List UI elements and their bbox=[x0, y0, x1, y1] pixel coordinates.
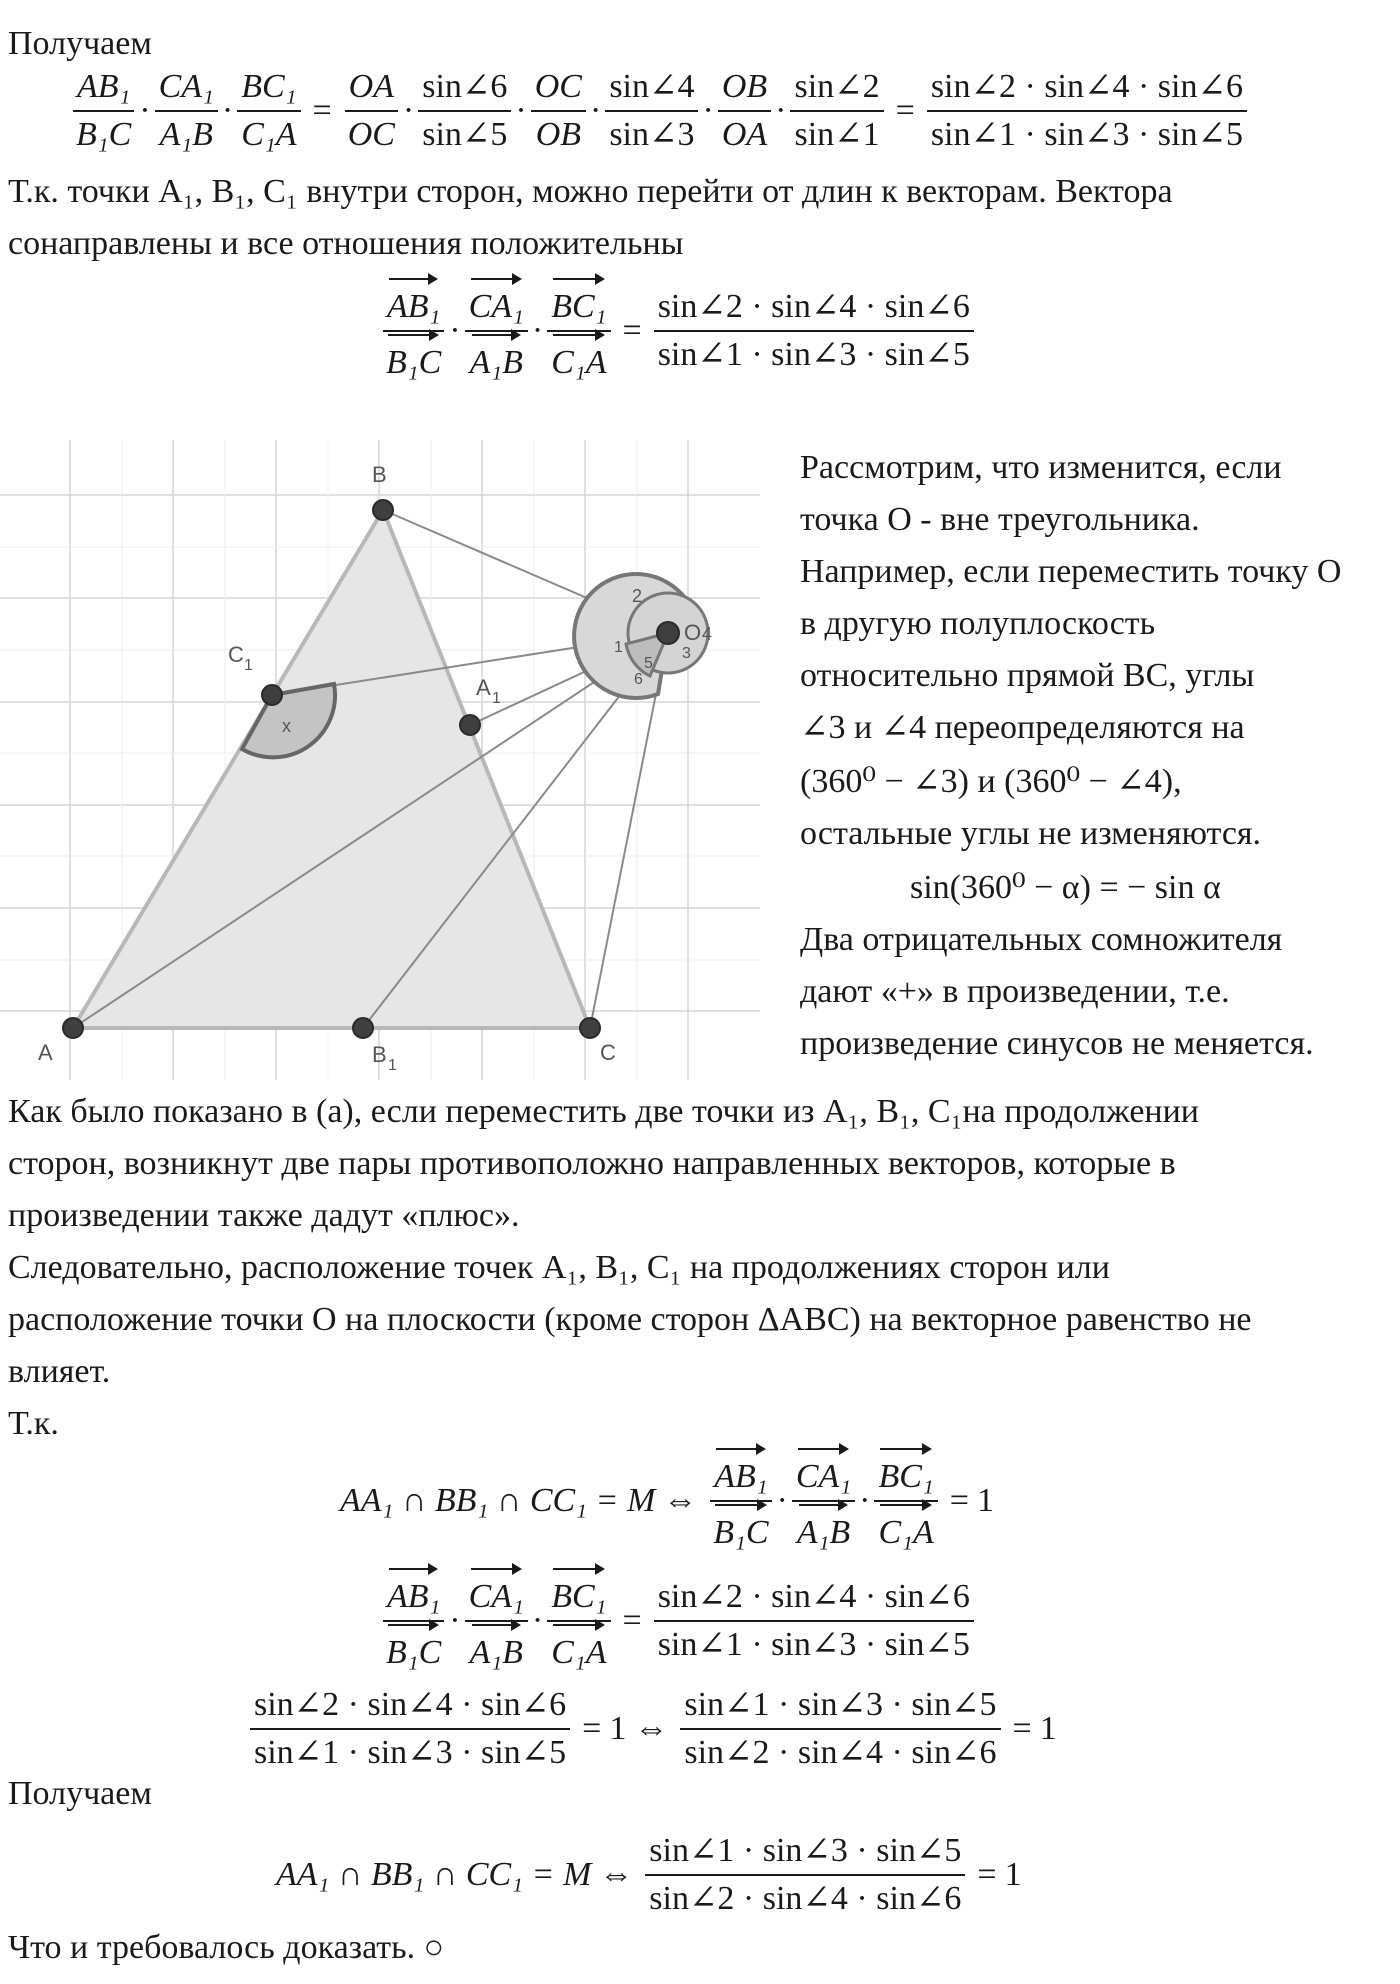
angle-label-3: 3 bbox=[682, 645, 691, 662]
side-text: (360⁰ − ∠3) и (360⁰ − ∠4), bbox=[800, 763, 1182, 800]
angle-label-2: 2 bbox=[632, 586, 643, 606]
text-tk: Т.к. bbox=[8, 1405, 59, 1442]
text-poluchaem: Получаем bbox=[8, 1775, 152, 1812]
side-text: Рассмотрим, что изменится, если bbox=[800, 449, 1282, 486]
angle-label-1: 1 bbox=[614, 639, 623, 656]
fraction: $\frac{OB}{OA}$ bbox=[718, 64, 771, 158]
fraction: $\frac{OA}{OC}$ bbox=[344, 64, 399, 158]
side-text: точка O - вне треугольника. bbox=[800, 501, 1200, 538]
label-b1: B bbox=[372, 1042, 387, 1067]
side-text: Два отрицательных сомножителя bbox=[800, 921, 1283, 958]
triangle-abc bbox=[73, 510, 590, 1028]
point-a1 bbox=[460, 715, 480, 735]
label-c1: C bbox=[228, 642, 244, 667]
side-text: остальные углы не изменяются. bbox=[800, 815, 1262, 852]
equation-vectors-sines: $\frac{\text{AB₁}}{\text{B₁C}}$ · $\frac{\text{CA₁}}{\text{A₁B}}$ · $\frac{\text{BC₁}}{\text{C₁A}}$ = $\frac{\sin\angle 2 \cdot \sin\angle 4 \cdot \sin\angle 6}{\sin\angle 1 \cdot \sin\angle 3 \cdot \sin\angle 5}$ bbox=[378, 1566, 978, 1676]
label-a1: A bbox=[476, 675, 491, 700]
triangle-diagram bbox=[0, 440, 760, 1080]
equation-sines-equivalence: $\frac{\sin\angle 2 \cdot \sin\angle 4 \cdot \sin\angle 6}{\sin\angle 1 \cdot \sin\angle 3 \cdot \sin\angle 5}$ = 1 ⇔ $\frac{\sin\angle 1 \cdot \sin\angle 3 \cdot \sin\angle 5}{\sin\angle 2 \cdot \sin\angle 4 \cdot \sin\angle 6}$ = 1 bbox=[246, 1682, 1057, 1776]
angle-label-5: 5 bbox=[644, 655, 653, 672]
fraction: $\frac{\sin\angle 6}{\sin\angle 5}$ bbox=[418, 64, 511, 158]
label-a: A bbox=[38, 1040, 53, 1065]
side-text: в другую полуплоскость bbox=[800, 605, 1156, 642]
text-line: Т.к. точки A₁, B₁, C₁ внутри сторон, можно перейти от длин к векторам. Вектора bbox=[8, 173, 1173, 210]
geometry-figure bbox=[0, 440, 760, 1080]
label-b1-sub: 1 bbox=[388, 1057, 397, 1074]
angle-label-4: 4 bbox=[702, 624, 713, 644]
paragraph-line: Как было показано в (а), если переместить две точки из A₁, B₁, C₁на продолжении bbox=[8, 1093, 1199, 1130]
fraction: $\frac{\sin\angle 4}{\sin\angle 3}$ bbox=[605, 64, 698, 158]
text-line: сонаправлены и все отношения положительны bbox=[8, 225, 684, 262]
equation-vectors-sines: $\frac{\text{AB₁}}{\text{B₁C}}$ · $\frac{\text{CA₁}}{\text{A₁B}}$ · $\frac{\text{BC₁}}{\text{C₁A}}$ = $\frac{\sin\angle 2 \cdot \sin\angle 4 \cdot \sin\angle 6}{\sin\angle 1 \cdot \sin\angle 3 \cdot \sin\angle 5}$ bbox=[378, 276, 978, 386]
fraction: $\frac{OC}{OB}$ bbox=[531, 64, 586, 158]
label-o: O bbox=[684, 620, 702, 645]
label-a1-sub: 1 bbox=[492, 690, 501, 707]
label-c: C bbox=[600, 1040, 616, 1065]
fraction: $\frac{\text{CA₁}}{\text{A₁B}}$ bbox=[155, 64, 218, 158]
point-o bbox=[657, 622, 679, 644]
angle-label-6: 6 bbox=[634, 671, 643, 688]
fraction: $\frac{\text{CA₁}}{\text{A₁B}}$ bbox=[465, 276, 528, 386]
fraction: $\frac{\text{BC₁}}{\text{C₁A}}$ bbox=[237, 64, 300, 158]
equation-concurrency: AA₁ ∩ BB₁ ∩ CC₁ = M ⇔ $\frac{\text{AB₁}}{\text{B₁C}}$ · $\frac{\text{CA₁}}{\text{A₁B}}$ · $\frac{\text{BC₁}}{\text{C₁A}}$ = 1 bbox=[340, 1446, 994, 1556]
side-text: Например, если переместить точку O bbox=[800, 553, 1342, 590]
side-text: относительно прямой BC, углы bbox=[800, 657, 1255, 694]
side-text: произведение синусов не меняется. bbox=[800, 1025, 1314, 1062]
fraction: $\frac{\text{AB₁}}{\text{B₁C}}$ bbox=[382, 276, 445, 386]
text-poluchaem: Получаем bbox=[8, 25, 152, 62]
text-conclusion: Что и требовалось доказать. ○ bbox=[8, 1929, 445, 1966]
side-formula: sin(360⁰ − α) = − sin α bbox=[910, 869, 1221, 906]
point-b1 bbox=[353, 1018, 373, 1038]
paragraph-line: расположение точки O на плоскости (кроме сторон ΔABC) на векторное равенство не bbox=[8, 1301, 1252, 1338]
fraction: $\frac{\sin\angle 2 \cdot \sin\angle 4 \cdot \sin\angle 6}{\sin\angle 1 \cdot \sin\angle 3 \cdot \sin\angle 5}$ bbox=[654, 284, 974, 378]
label-x: x bbox=[282, 716, 291, 736]
point-a bbox=[63, 1018, 83, 1038]
equation-final: AA₁ ∩ BB₁ ∩ CC₁ = M ⇔ $\frac{\sin\angle 1 \cdot \sin\angle 3 \cdot \sin\angle 5}{\sin\angle 2 \cdot \sin\angle 4 \cdot \sin\angle 6}$ = 1 bbox=[276, 1828, 1022, 1922]
point-b bbox=[373, 500, 393, 520]
fraction: $\frac{\sin\angle 2}{\sin\angle 1}$ bbox=[790, 64, 883, 158]
paragraph-line: влияет. bbox=[8, 1353, 111, 1390]
fraction: $\frac{\text{AB₁}}{\text{B₁C}}$ bbox=[72, 64, 135, 158]
fraction: $\frac{\text{BC₁}}{\text{C₁A}}$ bbox=[547, 276, 610, 386]
point-c bbox=[580, 1018, 600, 1038]
point-c1 bbox=[262, 685, 282, 705]
fraction: $\frac{\sin\angle 2 \cdot \sin\angle 4 \cdot \sin\angle 6}{\sin\angle 1 \cdot \sin\angle 3 \cdot \sin\angle 5}$ bbox=[927, 64, 1247, 158]
label-c1-sub: 1 bbox=[244, 657, 253, 674]
side-text: дают «+» в произведении, т.е. bbox=[800, 973, 1230, 1010]
paragraph-line: Следовательно, расположение точек A₁, B₁, C₁ на продолжениях сторон или bbox=[8, 1249, 1110, 1286]
paragraph-line: произведении также дадут «плюс». bbox=[8, 1197, 520, 1234]
label-b: B bbox=[372, 462, 387, 487]
paragraph-line: сторон, возникнут две пары противоположно направленных векторов, которые в bbox=[8, 1145, 1176, 1182]
equation-ratios-sines: $\frac{\text{AB₁}}{\text{B₁C}}$ · $\frac{\text{CA₁}}{\text{A₁B}}$ · $\frac{\text{BC₁}}{\text{C₁A}}$ = $\frac{OA}{OC}$ · $\frac{\sin\angle 6}{\sin\angle 5}$ · $\frac{OC}{OB}$ · $\frac{\sin\angle 4}{\sin\angle 3}$ · $\frac{OB}{OA}$ · $\frac{\sin\angle 2}{\sin\angle 1}$ = $\frac{\sin\angle 2 \cdot \sin\angle 4 \cdot \sin\angle 6}{\sin\angle 1 \cdot \sin\angle 3 \cdot \sin\angle 5}$ bbox=[68, 64, 1251, 158]
side-text: ∠3 и ∠4 переопределяются на bbox=[800, 709, 1245, 746]
